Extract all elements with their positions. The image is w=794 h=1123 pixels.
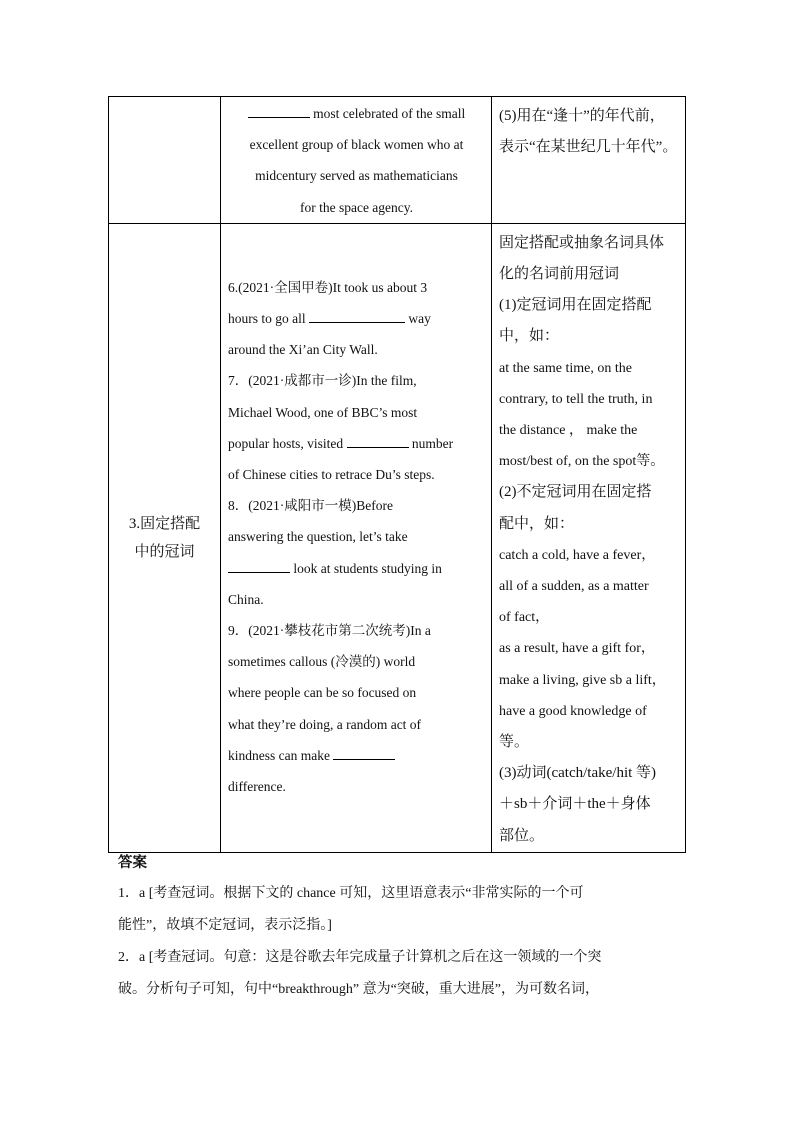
rule-line: 中，如： <box>499 328 560 345</box>
answer-blank <box>228 571 290 573</box>
answer-2-line: 破。分析句子可知，句中“breakthrough” 意为“突破，重大进展”，为可数名词， <box>118 982 599 997</box>
question-8-line: 8．(2021·咸阳市一模)Before <box>228 498 393 514</box>
row1-example-cell <box>221 97 492 224</box>
question-8-line: answering the question, let’s take <box>228 529 408 545</box>
rule-line: catch a cold, have a fever， <box>499 547 656 563</box>
question-6-line: 6.(2021·全国甲卷)It took us about 3 <box>228 279 428 295</box>
question-6-line: hours to go all way <box>228 311 431 327</box>
question-8-line: look at students studying in <box>228 553 485 584</box>
question-9-line: sometimes callous (冷漠的) world <box>228 654 416 670</box>
rule-line: at the same time, on the <box>499 360 632 376</box>
question-9-line: difference. <box>228 779 286 795</box>
question-9-line: what they’re doing, a random act of <box>228 716 422 732</box>
rule-line: most/best of, on the spot等。 <box>499 454 665 470</box>
answer-blank <box>333 758 395 760</box>
question-9-line: where people can be so focused on <box>228 685 417 701</box>
row1-rule-cell <box>492 97 686 224</box>
example-line: excellent group of black women who at <box>249 137 464 153</box>
question-7-line: of Chinese cities to retrace Du’s steps. <box>228 467 435 483</box>
rule-line: ＋sb＋介词＋the＋身体 <box>499 796 651 813</box>
rule-line: (5)用在“逢十”的年代前， <box>499 108 665 124</box>
example-line: most celebrated of the small <box>228 98 485 129</box>
answers-section <box>118 848 684 1006</box>
category-label: 中的冠词 <box>134 543 195 560</box>
answer-blank <box>248 116 310 118</box>
answer-blank <box>347 446 409 448</box>
answer-2-line: 2．a [考查冠词。句意：这是谷歌去年完成量子计算机之后在这一领域的一个突 <box>118 950 602 965</box>
rule-line: as a result, have a gift for， <box>499 641 655 657</box>
rule-line: 固定搭配或抽象名词具体 <box>499 234 665 251</box>
table-row <box>109 97 686 224</box>
answer-blank <box>309 321 405 323</box>
row2-rule-cell <box>492 223 686 852</box>
row2-example-cell <box>221 223 492 852</box>
rule-line: 配中，如： <box>499 515 575 532</box>
rule-line: of fact， <box>499 610 550 626</box>
row1-category-cell <box>109 97 221 224</box>
rule-line: 表示“在某世纪几十年代”。 <box>499 139 678 156</box>
rule-line: have a good knowledge of <box>499 703 647 719</box>
example-line: midcentury served as mathematicians <box>255 168 458 184</box>
row2-category-cell <box>109 223 221 852</box>
question-7-line: Michael Wood, one of BBC’s most <box>228 404 418 420</box>
rule-line: contrary, to tell the truth, in <box>499 391 653 407</box>
table-row <box>109 223 686 852</box>
rule-line: 化的名词前用冠词 <box>499 266 620 283</box>
question-6-line: around the Xi’an City Wall. <box>228 342 378 358</box>
grammar-table <box>108 96 686 853</box>
answer-1-line: 1．a [考查冠词。根据下文的 chance 可知，这里语意表示“非常实际的一个可 <box>118 886 584 901</box>
rule-line: (1)定冠词用在固定搭配 <box>499 297 652 314</box>
rule-line: (3)动词(catch/take/hit 等) <box>499 765 657 782</box>
question-7-line: popular hosts, visited number <box>228 435 454 451</box>
question-9-line: 9．(2021·攀枝花市第二次统考)In a <box>228 623 431 639</box>
rule-line: all of a sudden, as a matter <box>499 579 649 595</box>
rule-line: make a living, give sb a lift， <box>499 672 666 688</box>
category-label: 3.固定搭配 <box>128 515 201 532</box>
example-line: for the space agency. <box>299 199 414 215</box>
question-7-line: 7．(2021·成都市一诊)In the film, <box>228 373 417 389</box>
answer-1-line: 能性”，故填不定冠词，表示泛指。] <box>118 918 332 933</box>
question-9-line: kindness can make <box>228 740 485 771</box>
question-8-line: China. <box>228 591 264 607</box>
rule-line: 部位。 <box>499 827 545 844</box>
rule-line: 等。 <box>499 734 530 751</box>
rule-line: the distance ， make the <box>499 423 638 439</box>
rule-line: (2)不定冠词用在固定搭 <box>499 484 652 501</box>
answers-title: 答案 <box>118 855 147 871</box>
